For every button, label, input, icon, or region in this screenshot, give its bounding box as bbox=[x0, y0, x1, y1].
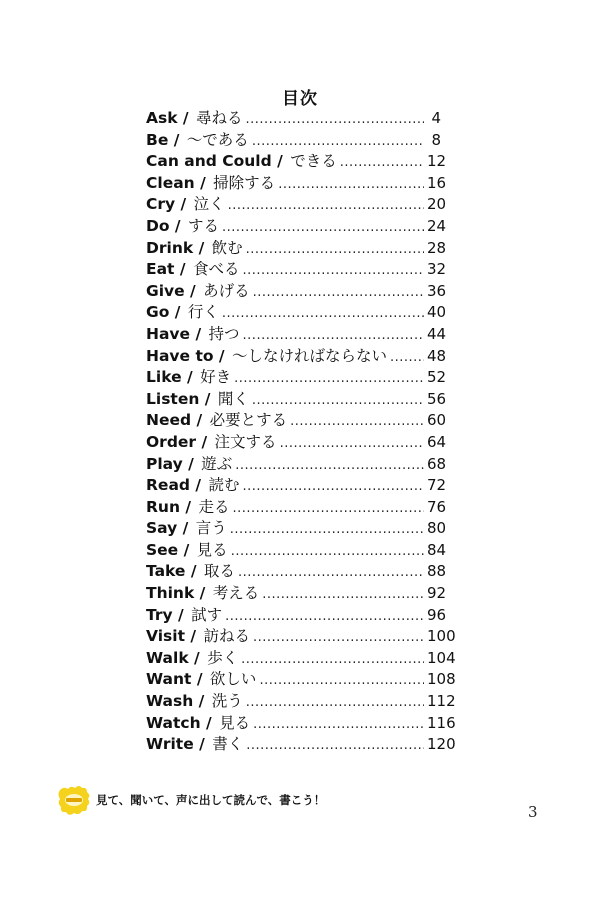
toc-entry-separator: / bbox=[181, 368, 199, 387]
toc-entry bbox=[146, 732, 456, 754]
toc-entry-page: 20 bbox=[427, 195, 447, 214]
toc-entry-page: 92 bbox=[427, 584, 447, 603]
yellow-puzzle-badge-icon bbox=[56, 784, 92, 818]
toc-entry-english: Do bbox=[146, 216, 170, 235]
toc-entry-separator: / bbox=[196, 432, 213, 451]
toc-entry bbox=[146, 559, 447, 581]
toc-entry bbox=[146, 473, 447, 495]
toc-entry-page: 104 bbox=[427, 648, 456, 667]
toc-entry-separator: / bbox=[213, 346, 230, 365]
table-of-contents bbox=[146, 106, 456, 754]
toc-entry-japanese: 尋ねる bbox=[196, 109, 243, 127]
toc-entry-english: Have bbox=[146, 324, 191, 343]
toc-entry-english: Eat bbox=[146, 260, 175, 279]
toc-entry-separator: / bbox=[193, 238, 210, 257]
toc-entry bbox=[146, 689, 456, 711]
toc-entry bbox=[146, 214, 447, 236]
toc-entry bbox=[146, 365, 447, 387]
dot-leader bbox=[246, 242, 424, 257]
toc-entry-separator: / bbox=[168, 130, 185, 149]
toc-entry-english: Go bbox=[146, 303, 170, 322]
dot-leader bbox=[230, 522, 424, 537]
toc-entry-japanese: 書く bbox=[212, 735, 244, 754]
toc-entry-english: Can and Could bbox=[146, 152, 272, 171]
page-number: 3 bbox=[528, 803, 538, 821]
toc-entry-separator: / bbox=[182, 454, 200, 473]
dot-leader bbox=[252, 134, 424, 149]
dot-leader bbox=[246, 738, 424, 753]
toc-entry-japanese: 洗う bbox=[211, 692, 243, 711]
dot-leader bbox=[235, 458, 424, 473]
toc-entry-english: Wash bbox=[146, 692, 194, 711]
toc-entry-page: 64 bbox=[427, 432, 447, 451]
toc-entry-page: 52 bbox=[427, 368, 447, 387]
dot-leader bbox=[234, 371, 424, 386]
toc-entry-page: 68 bbox=[427, 454, 447, 473]
toc-entry-english: Take bbox=[146, 562, 186, 581]
toc-entry-english: Write bbox=[146, 735, 194, 754]
toc-entry-page: 60 bbox=[427, 411, 447, 430]
dot-leader bbox=[340, 155, 424, 170]
toc-entry-separator: / bbox=[174, 260, 191, 279]
toc-entry-separator: / bbox=[193, 692, 210, 711]
toc-entry bbox=[146, 279, 447, 301]
page-title: 目次 bbox=[282, 89, 318, 109]
toc-entry-page: 28 bbox=[427, 238, 447, 257]
toc-entry bbox=[146, 495, 447, 517]
toc-entry bbox=[146, 667, 456, 689]
dot-leader bbox=[246, 695, 424, 710]
toc-entry-japanese: 走る bbox=[198, 497, 230, 516]
toc-entry-english: Have to bbox=[146, 346, 214, 365]
toc-entry-separator: / bbox=[188, 648, 206, 667]
toc-entry-page: 84 bbox=[427, 540, 447, 559]
toc-entry-separator: / bbox=[194, 173, 212, 192]
toc-entry-japanese: 必要とする bbox=[209, 411, 288, 430]
dot-leader bbox=[262, 587, 424, 602]
toc-entry-english: Try bbox=[146, 605, 173, 624]
dot-leader bbox=[228, 198, 424, 213]
toc-entry-page: 8 bbox=[431, 130, 441, 149]
dot-leader bbox=[231, 544, 424, 559]
dot-leader bbox=[222, 306, 424, 321]
toc-entry-page: 36 bbox=[427, 281, 447, 300]
toc-entry-english: See bbox=[146, 540, 179, 559]
dot-leader bbox=[242, 263, 424, 278]
toc-entry-page: 12 bbox=[427, 152, 447, 171]
toc-entry-separator: / bbox=[177, 519, 194, 538]
dot-leader bbox=[278, 177, 424, 192]
toc-entry-english: Cry bbox=[146, 195, 176, 214]
toc-entry bbox=[146, 128, 441, 150]
toc-entry-separator: / bbox=[199, 389, 216, 408]
toc-entry-english: Watch bbox=[146, 713, 201, 732]
toc-entry-japanese: 訪ねる bbox=[203, 627, 250, 646]
dot-leader bbox=[253, 717, 424, 732]
toc-entry-japanese: 読む bbox=[208, 476, 240, 495]
toc-entry-separator: / bbox=[185, 562, 202, 581]
toc-entry-page: 16 bbox=[427, 173, 447, 192]
toc-entry-page: 72 bbox=[427, 476, 447, 495]
toc-entry-japanese: 好き bbox=[200, 368, 232, 387]
toc-entry-english: Visit bbox=[146, 627, 185, 646]
toc-entry-page: 24 bbox=[427, 216, 447, 235]
toc-entry bbox=[146, 452, 447, 474]
toc-entry-page: 40 bbox=[427, 303, 447, 322]
toc-entry-english: Listen bbox=[146, 389, 200, 408]
toc-entry-japanese: 見る bbox=[219, 713, 251, 732]
dot-leader bbox=[390, 350, 424, 365]
toc-entry bbox=[146, 646, 456, 668]
toc-entry-page: 48 bbox=[427, 346, 447, 365]
toc-entry-english: Want bbox=[146, 670, 192, 689]
toc-entry-page: 32 bbox=[427, 260, 447, 279]
toc-entry bbox=[146, 387, 447, 409]
toc-entry-japanese: 言う bbox=[195, 519, 227, 538]
toc-entry bbox=[146, 538, 447, 560]
toc-entry-page: 100 bbox=[427, 627, 456, 646]
toc-entry-separator: / bbox=[175, 195, 192, 214]
dot-leader bbox=[259, 673, 424, 688]
toc-entry-japanese: 〜しなければならない bbox=[231, 346, 387, 365]
toc-entry-page: 112 bbox=[427, 692, 456, 711]
dot-leader bbox=[241, 652, 424, 667]
toc-entry bbox=[146, 106, 441, 128]
toc-entry bbox=[146, 322, 447, 344]
toc-entry-page: 44 bbox=[427, 324, 447, 343]
dot-leader bbox=[280, 436, 424, 451]
dot-leader bbox=[222, 220, 424, 235]
toc-entry-japanese: 行く bbox=[187, 303, 219, 322]
toc-entry-english: Drink bbox=[146, 238, 194, 257]
toc-entry-japanese: 聞く bbox=[217, 389, 249, 408]
toc-entry-japanese: 遊ぶ bbox=[201, 454, 233, 473]
toc-entry-english: Like bbox=[146, 368, 182, 387]
toc-entry-separator: / bbox=[193, 735, 211, 754]
toc-entry-page: 4 bbox=[431, 109, 441, 127]
toc-entry-page: 56 bbox=[427, 389, 447, 408]
dot-leader bbox=[253, 285, 424, 300]
dot-leader bbox=[238, 565, 424, 580]
toc-entry-separator: / bbox=[190, 476, 207, 495]
toc-entry-separator: / bbox=[177, 109, 194, 127]
dot-leader bbox=[252, 393, 424, 408]
toc-entry-english: Run bbox=[146, 497, 181, 516]
toc-entry-separator: / bbox=[169, 303, 186, 322]
toc-entry bbox=[146, 624, 456, 646]
toc-entry-japanese: 〜である bbox=[186, 130, 249, 149]
toc-entry-japanese: できる bbox=[290, 152, 337, 171]
toc-entry bbox=[146, 603, 447, 625]
toc-entry-japanese: する bbox=[187, 216, 219, 235]
toc-entry bbox=[146, 516, 447, 538]
toc-entry-english: Say bbox=[146, 519, 178, 538]
toc-entry-separator: / bbox=[169, 216, 186, 235]
toc-entry-page: 120 bbox=[427, 735, 456, 754]
toc-entry-japanese: 歩く bbox=[207, 648, 239, 667]
dot-leader bbox=[243, 328, 424, 343]
toc-entry-japanese: 見る bbox=[196, 540, 228, 559]
toc-entry-separator: / bbox=[172, 605, 190, 624]
toc-entry-page: 116 bbox=[427, 713, 456, 732]
toc-entry-separator: / bbox=[185, 627, 202, 646]
toc-entry-separator: / bbox=[178, 540, 195, 559]
toc-entry-page: 88 bbox=[427, 562, 447, 581]
toc-entry bbox=[146, 344, 447, 366]
toc-entry-separator: / bbox=[271, 152, 289, 171]
toc-entry-separator: / bbox=[194, 584, 211, 603]
dot-leader bbox=[253, 630, 424, 645]
toc-entry bbox=[146, 171, 447, 193]
toc-entry-english: Give bbox=[146, 281, 185, 300]
dot-leader bbox=[225, 609, 424, 624]
dot-leader bbox=[246, 112, 424, 127]
toc-entry-separator: / bbox=[191, 670, 208, 689]
toc-entry-separator: / bbox=[180, 497, 197, 516]
toc-entry bbox=[146, 149, 447, 171]
dot-leader bbox=[233, 501, 425, 516]
toc-entry-japanese: 掃除する bbox=[213, 173, 276, 192]
toc-entry-japanese: 試す bbox=[191, 605, 223, 624]
toc-entry-separator: / bbox=[200, 713, 218, 732]
toc-entry-japanese: あげる bbox=[203, 281, 250, 300]
toc-entry-english: Need bbox=[146, 411, 192, 430]
toc-entry-english: Be bbox=[146, 130, 169, 149]
toc-entry-english: Walk bbox=[146, 648, 189, 667]
toc-entry-japanese: 欲しい bbox=[209, 670, 257, 689]
toc-entry-page: 108 bbox=[427, 670, 456, 689]
toc-entry-japanese: 取る bbox=[203, 562, 235, 581]
toc-entry-english: Play bbox=[146, 454, 183, 473]
toc-entry bbox=[146, 257, 447, 279]
toc-entry-english: Ask bbox=[146, 109, 178, 127]
toc-entry-page: 80 bbox=[427, 519, 447, 538]
toc-entry-japanese: 泣く bbox=[193, 195, 225, 214]
toc-entry bbox=[146, 192, 447, 214]
toc-entry-separator: / bbox=[190, 324, 207, 343]
toc-entry bbox=[146, 711, 456, 733]
dot-leader bbox=[290, 414, 424, 429]
toc-entry bbox=[146, 300, 447, 322]
toc-entry-separator: / bbox=[191, 411, 208, 430]
toc-entry-english: Think bbox=[146, 584, 195, 603]
footer-slogan: 見て、聞いて、声に出して読んで、書こう！ bbox=[96, 793, 326, 807]
toc-entry-japanese: 飲む bbox=[211, 238, 243, 257]
toc-entry bbox=[146, 408, 447, 430]
toc-entry bbox=[146, 581, 447, 603]
toc-entry-page: 96 bbox=[427, 605, 447, 624]
toc-entry-english: Clean bbox=[146, 173, 195, 192]
toc-entry bbox=[146, 430, 447, 452]
toc-entry-japanese: 持つ bbox=[208, 324, 240, 343]
toc-entry-japanese: 注文する bbox=[214, 432, 277, 451]
toc-entry-japanese: 考える bbox=[212, 584, 260, 603]
toc-entry-separator: / bbox=[184, 281, 202, 300]
toc-entry-page: 76 bbox=[427, 497, 447, 516]
toc-entry-japanese: 食べる bbox=[192, 260, 240, 279]
toc-entry bbox=[146, 236, 447, 258]
dot-leader bbox=[243, 479, 425, 494]
toc-entry-english: Read bbox=[146, 476, 191, 495]
toc-entry-english: Order bbox=[146, 432, 197, 451]
